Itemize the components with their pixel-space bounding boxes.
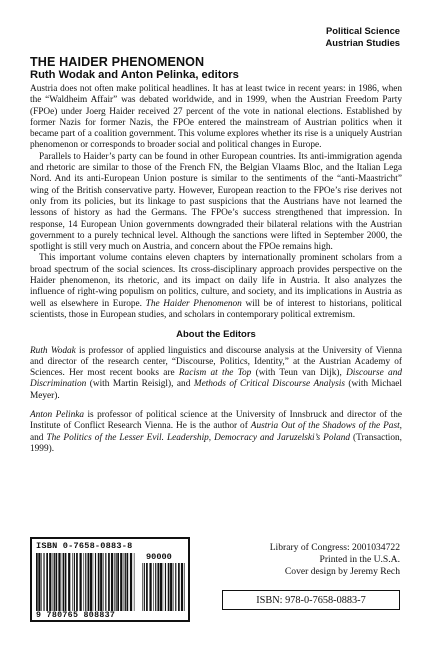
barcode-bar — [184, 563, 185, 611]
book-ref: Methods of Critical Discourse Analysis — [193, 379, 345, 390]
barcode-bar — [98, 553, 100, 611]
barcode-bar — [72, 553, 73, 611]
barcode-bar — [76, 553, 78, 611]
barcode-bar — [111, 553, 113, 611]
barcode-bar — [80, 553, 82, 611]
barcode-bar — [155, 563, 156, 611]
barcode-bar — [142, 563, 143, 611]
barcode-bar — [181, 563, 183, 611]
barcode-bar — [165, 563, 166, 611]
barcode-bar — [63, 553, 64, 611]
barcode-bar — [62, 553, 63, 611]
barcode-bar — [85, 553, 86, 611]
paragraph-volume — [30, 253, 402, 321]
paragraph-intro: Austria does not often make political headlines. It has at least twice in recent years: in 1986, when the “Waldheim Affair” was debated worldwide, and in 1999, when the Austrian Freedom Party (FPOe) under Joerg Haider received 27 percent of the vote in national elections. Established by former Nazis for former Nazis, the FPOe entered the mainstream of Austrian politics when it became part of a coalition government. This volume explores whether its rise is a uniquely Austrian phenomenon or corresponds to broader social and political changes in Europe. — [30, 84, 402, 151]
barcode-bar — [65, 553, 67, 611]
barcode-bar — [163, 563, 164, 611]
barcode-bar — [127, 553, 129, 611]
book-title-italic: The Haider Phenomenon — [145, 298, 242, 309]
paragraph-volume-text-end: will be of interest to historians, political scientists, those in European studies, and scholars in contemporary political extremism. — [30, 298, 402, 320]
barcode-bar — [46, 553, 48, 611]
barcode-bar — [149, 563, 151, 611]
barcode-bar — [56, 553, 58, 611]
barcode-bar — [100, 553, 102, 611]
barcode-bar — [49, 553, 51, 611]
barcode-bar — [68, 553, 70, 611]
category-political-science: Political Science — [326, 25, 400, 36]
book-ref: The Politics of the Lesser Evil. Leadership, Democracy and Jaruzelski’s Poland — [46, 432, 351, 443]
barcode-bar — [130, 553, 132, 611]
bio-text: (Transaction, 1999). — [30, 432, 402, 454]
barcode-bar — [105, 553, 106, 611]
barcode-addon-bars — [142, 563, 186, 611]
publication-info — [270, 542, 400, 578]
bio-text: (with Michael Meyer). — [30, 379, 402, 401]
barcode-bar — [93, 553, 94, 611]
category-austrian-studies: Austrian Studies — [325, 37, 400, 48]
barcode-bar — [41, 553, 42, 611]
bio-text: is professor of political science at the University of Innsbruck and director of the Institute of Conflict Research Vienna. He is the author of — [30, 410, 402, 432]
barcode-bar — [58, 553, 60, 611]
barcode-bar — [83, 553, 84, 611]
barcode-bar — [53, 553, 54, 611]
barcode-bar — [36, 553, 38, 611]
bio-text: , and — [30, 421, 402, 443]
barcode-bar — [117, 553, 119, 611]
barcode-bar — [157, 563, 159, 611]
barcode-bar — [54, 553, 55, 611]
barcode-bar — [146, 563, 148, 611]
barcode-bar — [43, 553, 44, 611]
barcode-bar — [114, 553, 115, 611]
barcode-box — [30, 537, 190, 622]
barcode-bar — [153, 563, 154, 611]
barcode-bar — [90, 553, 92, 611]
isbn-13-box: ISBN: 978-0-7658-0883-7 — [222, 590, 400, 610]
barcode-bar — [175, 563, 176, 611]
printed-in: Printed in the U.S.A. — [319, 554, 400, 565]
barcode-bar — [144, 563, 145, 611]
bio-text: (with Martin Reisigl), and — [86, 379, 194, 390]
barcode-bar — [170, 563, 172, 611]
book-ref: Racism at the Top — [178, 368, 252, 379]
paragraph-volume-text: This important volume contains eleven chapters by internationally prominent scholars from a broad spectrum of the social sciences. Its cross-disciplinary approach provides perspective on the Haider phenomenon, its rhetoric, and its impact on daily life in Austria. It also analyzes the influence of right-wing populism on politics, culture, and society, and its implications in Austria as well as elsewhere in Europe. — [30, 253, 402, 309]
barcode-bar — [103, 553, 104, 611]
library-of-congress: Library of Congress: 2001034722 — [269, 542, 400, 553]
barcode-bar — [168, 563, 170, 611]
barcode-bar — [134, 553, 135, 611]
subject-category — [326, 25, 401, 49]
editor-name: Ruth Wodak — [30, 345, 76, 356]
barcode-price-code: 90000 — [146, 552, 172, 562]
barcode-bar — [120, 553, 122, 611]
barcode-bar — [173, 563, 174, 611]
barcode-bar — [116, 553, 117, 611]
about-editors-heading: About the Editors — [176, 329, 256, 341]
barcode-bar — [124, 553, 125, 611]
book-ref: Discourse and Discrimination — [30, 368, 402, 390]
bio-text: (with Teun van Dijk), — [251, 368, 347, 379]
barcode-main-bars — [36, 553, 136, 611]
barcode-bar — [38, 553, 40, 611]
bio-text: is professor of applied linguistics and discourse analysis at the University of Vienna and director of the research center, “Discourse, Politics, Identity,” at the Austrian Academy of Sciences. Her most recent books are — [30, 345, 402, 379]
book-editors: Ruth Wodak and Anton Pelinka, editors — [30, 69, 239, 81]
description-body — [30, 84, 402, 455]
barcode-bar — [178, 563, 180, 611]
cover-design-credit: Cover design by Jeremy Rech — [284, 566, 400, 577]
barcode-isbn-text: ISBN 0-7658-0883-8 — [36, 541, 133, 551]
book-ref: Austria Out of the Shadows of the Past — [250, 421, 400, 432]
barcode-digits: 9 780765 808837 — [36, 611, 116, 620]
barcode-bar — [74, 553, 75, 611]
barcode-bar — [108, 553, 110, 611]
editor-name: Anton Pelinka — [30, 410, 85, 421]
barcode-bar — [88, 553, 90, 611]
barcode-bar — [125, 553, 126, 611]
barcode-bar — [95, 553, 96, 611]
paragraph-parallels: Parallels to Haider’s party can be found in other European countries. Its anti-immigration agenda and rhetoric are similar to those of the French FN, the Belgian Vlaams Bloc, and the Italian Lega Nord. And its anti-European Union posture is similar to the sentiments of the “anti-Maastricht” wing of the British conservative party. However, European reaction to the FPOe’s rise derives not only from its policies, but its linkage to past suspicions that the Austrians have not learned the lessons of history as had the Germans. The FPOe’s success strengthened that impression. In response, 14 European Union governments downgraded their bilateral relations with the Austrian government to a purely technical level. Although the sanctions were lifted in September 2000, the spotlight is still very much on Austria, and concern about the FPOe remains high. — [30, 151, 402, 253]
bio-pelinka — [30, 410, 402, 455]
bio-wodak — [30, 346, 402, 402]
book-title: THE HAIDER PHENOMENON — [30, 55, 205, 69]
barcode-bar — [160, 563, 162, 611]
